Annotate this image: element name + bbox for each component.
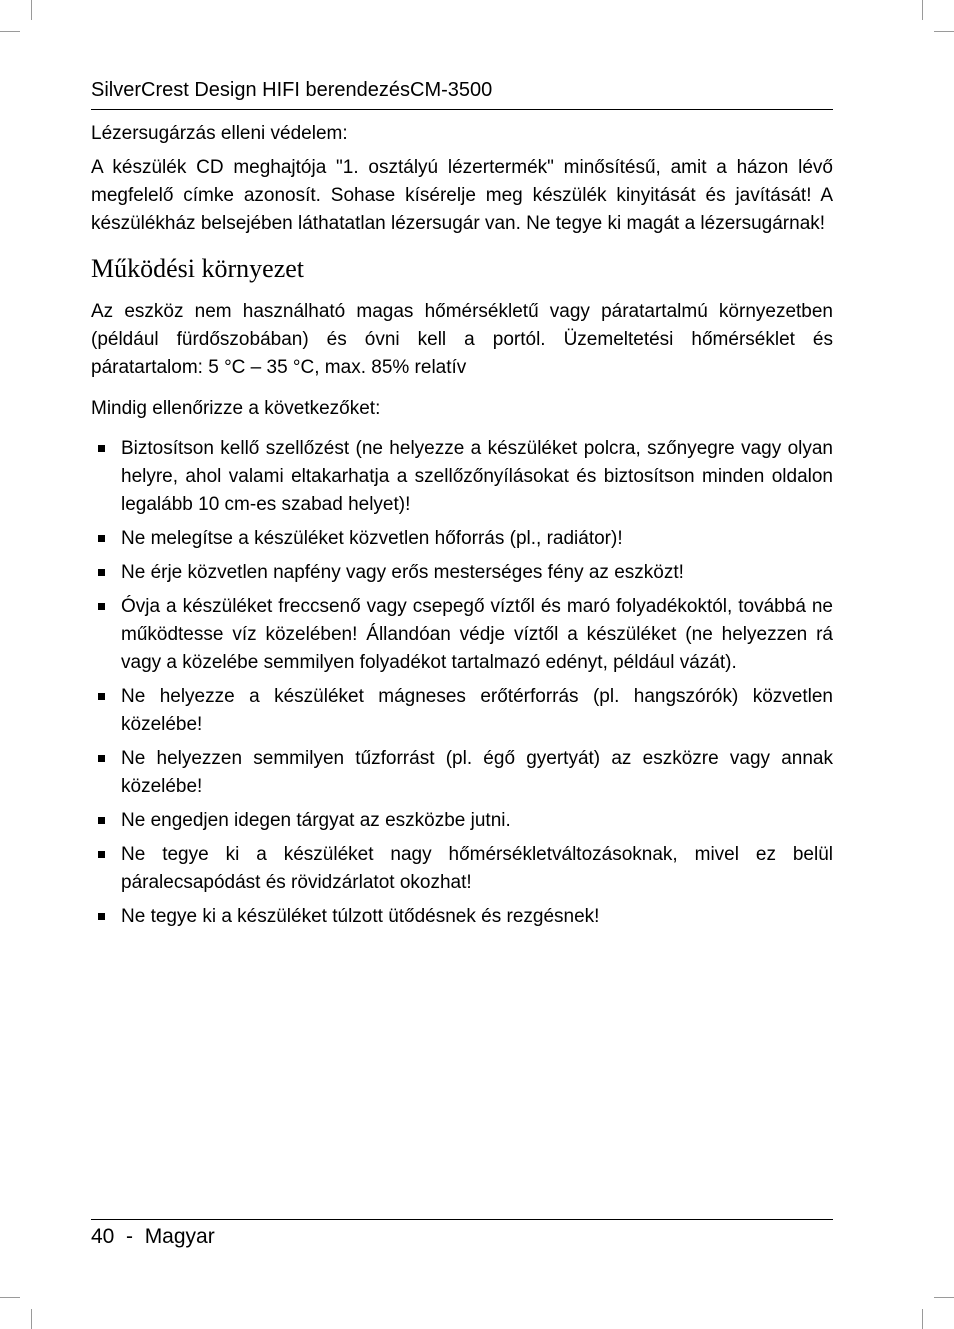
crop-mark xyxy=(0,31,20,32)
crop-mark xyxy=(934,1297,954,1298)
square-bullet-icon xyxy=(98,569,105,576)
list-item-text: Ne érje közvetlen napfény vagy erős mesterséges fény az eszközt! xyxy=(121,562,684,583)
laser-protection-label: Lézersugárzás elleni védelem: xyxy=(91,123,348,144)
list-item xyxy=(91,903,833,931)
page-footer xyxy=(91,1219,833,1251)
list-item xyxy=(91,435,833,519)
square-bullet-icon xyxy=(98,535,105,542)
square-bullet-icon xyxy=(98,603,105,610)
crop-mark xyxy=(922,1309,923,1329)
square-bullet-icon xyxy=(98,445,105,452)
list-item-text: Ne melegítse a készüléket közvetlen hőforrás (pl., radiátor)! xyxy=(121,528,623,549)
list-item-text: Ne helyezze a készüléket mágneses erőtérforrás (pl. hangszórók) közvetlen közelébe! xyxy=(121,686,833,735)
list-item-text: Ne engedjen idegen tárgyat az eszközbe jutni. xyxy=(121,810,511,831)
list-item-text: Ne tegye ki a készüléket nagy hőmérsékletváltozásoknak, mivel ez belül páralecsapódást és rövidzárlatot okozhat! xyxy=(121,844,833,893)
list-item-text: Óvja a készüléket freccsenő vagy csepegő víztől és maró folyadékoktól, továbbá ne működtesse víz közelében! Állandóan védje víztől a készüléket (ne helyezzen rá vagy a közelébe semmilyen folyadékot tartalmazó edényt, például vázát). xyxy=(121,596,833,673)
list-item-text: Biztosítson kellő szellőzést (ne helyezze a készüléket polcra, szőnyegre vagy olyan helyre, ahol valami eltakarhatja a szellőzőnyílásokat és biztosítson minden oldalon legalább 10 cm-es szabad helyet)! xyxy=(121,438,833,515)
square-bullet-icon xyxy=(98,755,105,762)
header-title: SilverCrest Design HIFI berendezésCM-3500 xyxy=(91,79,493,101)
list-item-text: Ne tegye ki a készüléket túlzott ütődésnek és rezgésnek! xyxy=(121,906,600,927)
list-item xyxy=(91,683,833,739)
page-header xyxy=(91,76,833,110)
section-title-environment: Működési környezet xyxy=(91,254,305,283)
list-item xyxy=(91,559,833,587)
square-bullet-icon xyxy=(98,817,105,824)
list-item xyxy=(91,745,833,801)
square-bullet-icon xyxy=(98,693,105,700)
crop-mark xyxy=(934,31,954,32)
environment-text: Az eszköz nem használható magas hőmérsékletű vagy páratartalmú környezetben (például fürdőszobában) és óvni kell a portól. Üzemeltetési hőmérséklet és páratartalom: 5 °C – 35 °C, max. 85% relatív xyxy=(91,301,833,378)
square-bullet-icon xyxy=(98,851,105,858)
crop-mark xyxy=(31,1309,32,1329)
list-item-text: Ne helyezzen semmilyen tűzforrást (pl. égő gyertyát) az eszközre vagy annak közelébe! xyxy=(121,748,833,797)
safety-checklist xyxy=(91,435,833,931)
crop-mark xyxy=(0,1297,20,1298)
list-item xyxy=(91,807,833,835)
page-content xyxy=(91,120,833,937)
crop-mark xyxy=(31,0,32,20)
page-number: 40 - Magyar xyxy=(91,1225,215,1248)
list-item xyxy=(91,593,833,677)
crop-mark xyxy=(922,0,923,20)
list-item xyxy=(91,841,833,897)
check-intro: Mindig ellenőrizze a következőket: xyxy=(91,398,381,419)
square-bullet-icon xyxy=(98,913,105,920)
laser-protection-text: A készülék CD meghajtója "1. osztályú lézertermék" minősítésű, amit a házon lévő megfelelő címke azonosít. Sohase kísérelje meg készülék kinyitását és javítását! A készülékház belsejében láthatatlan lézersugár van. Ne tegye ki magát a lézersugárnak! xyxy=(91,157,833,234)
list-item xyxy=(91,525,833,553)
